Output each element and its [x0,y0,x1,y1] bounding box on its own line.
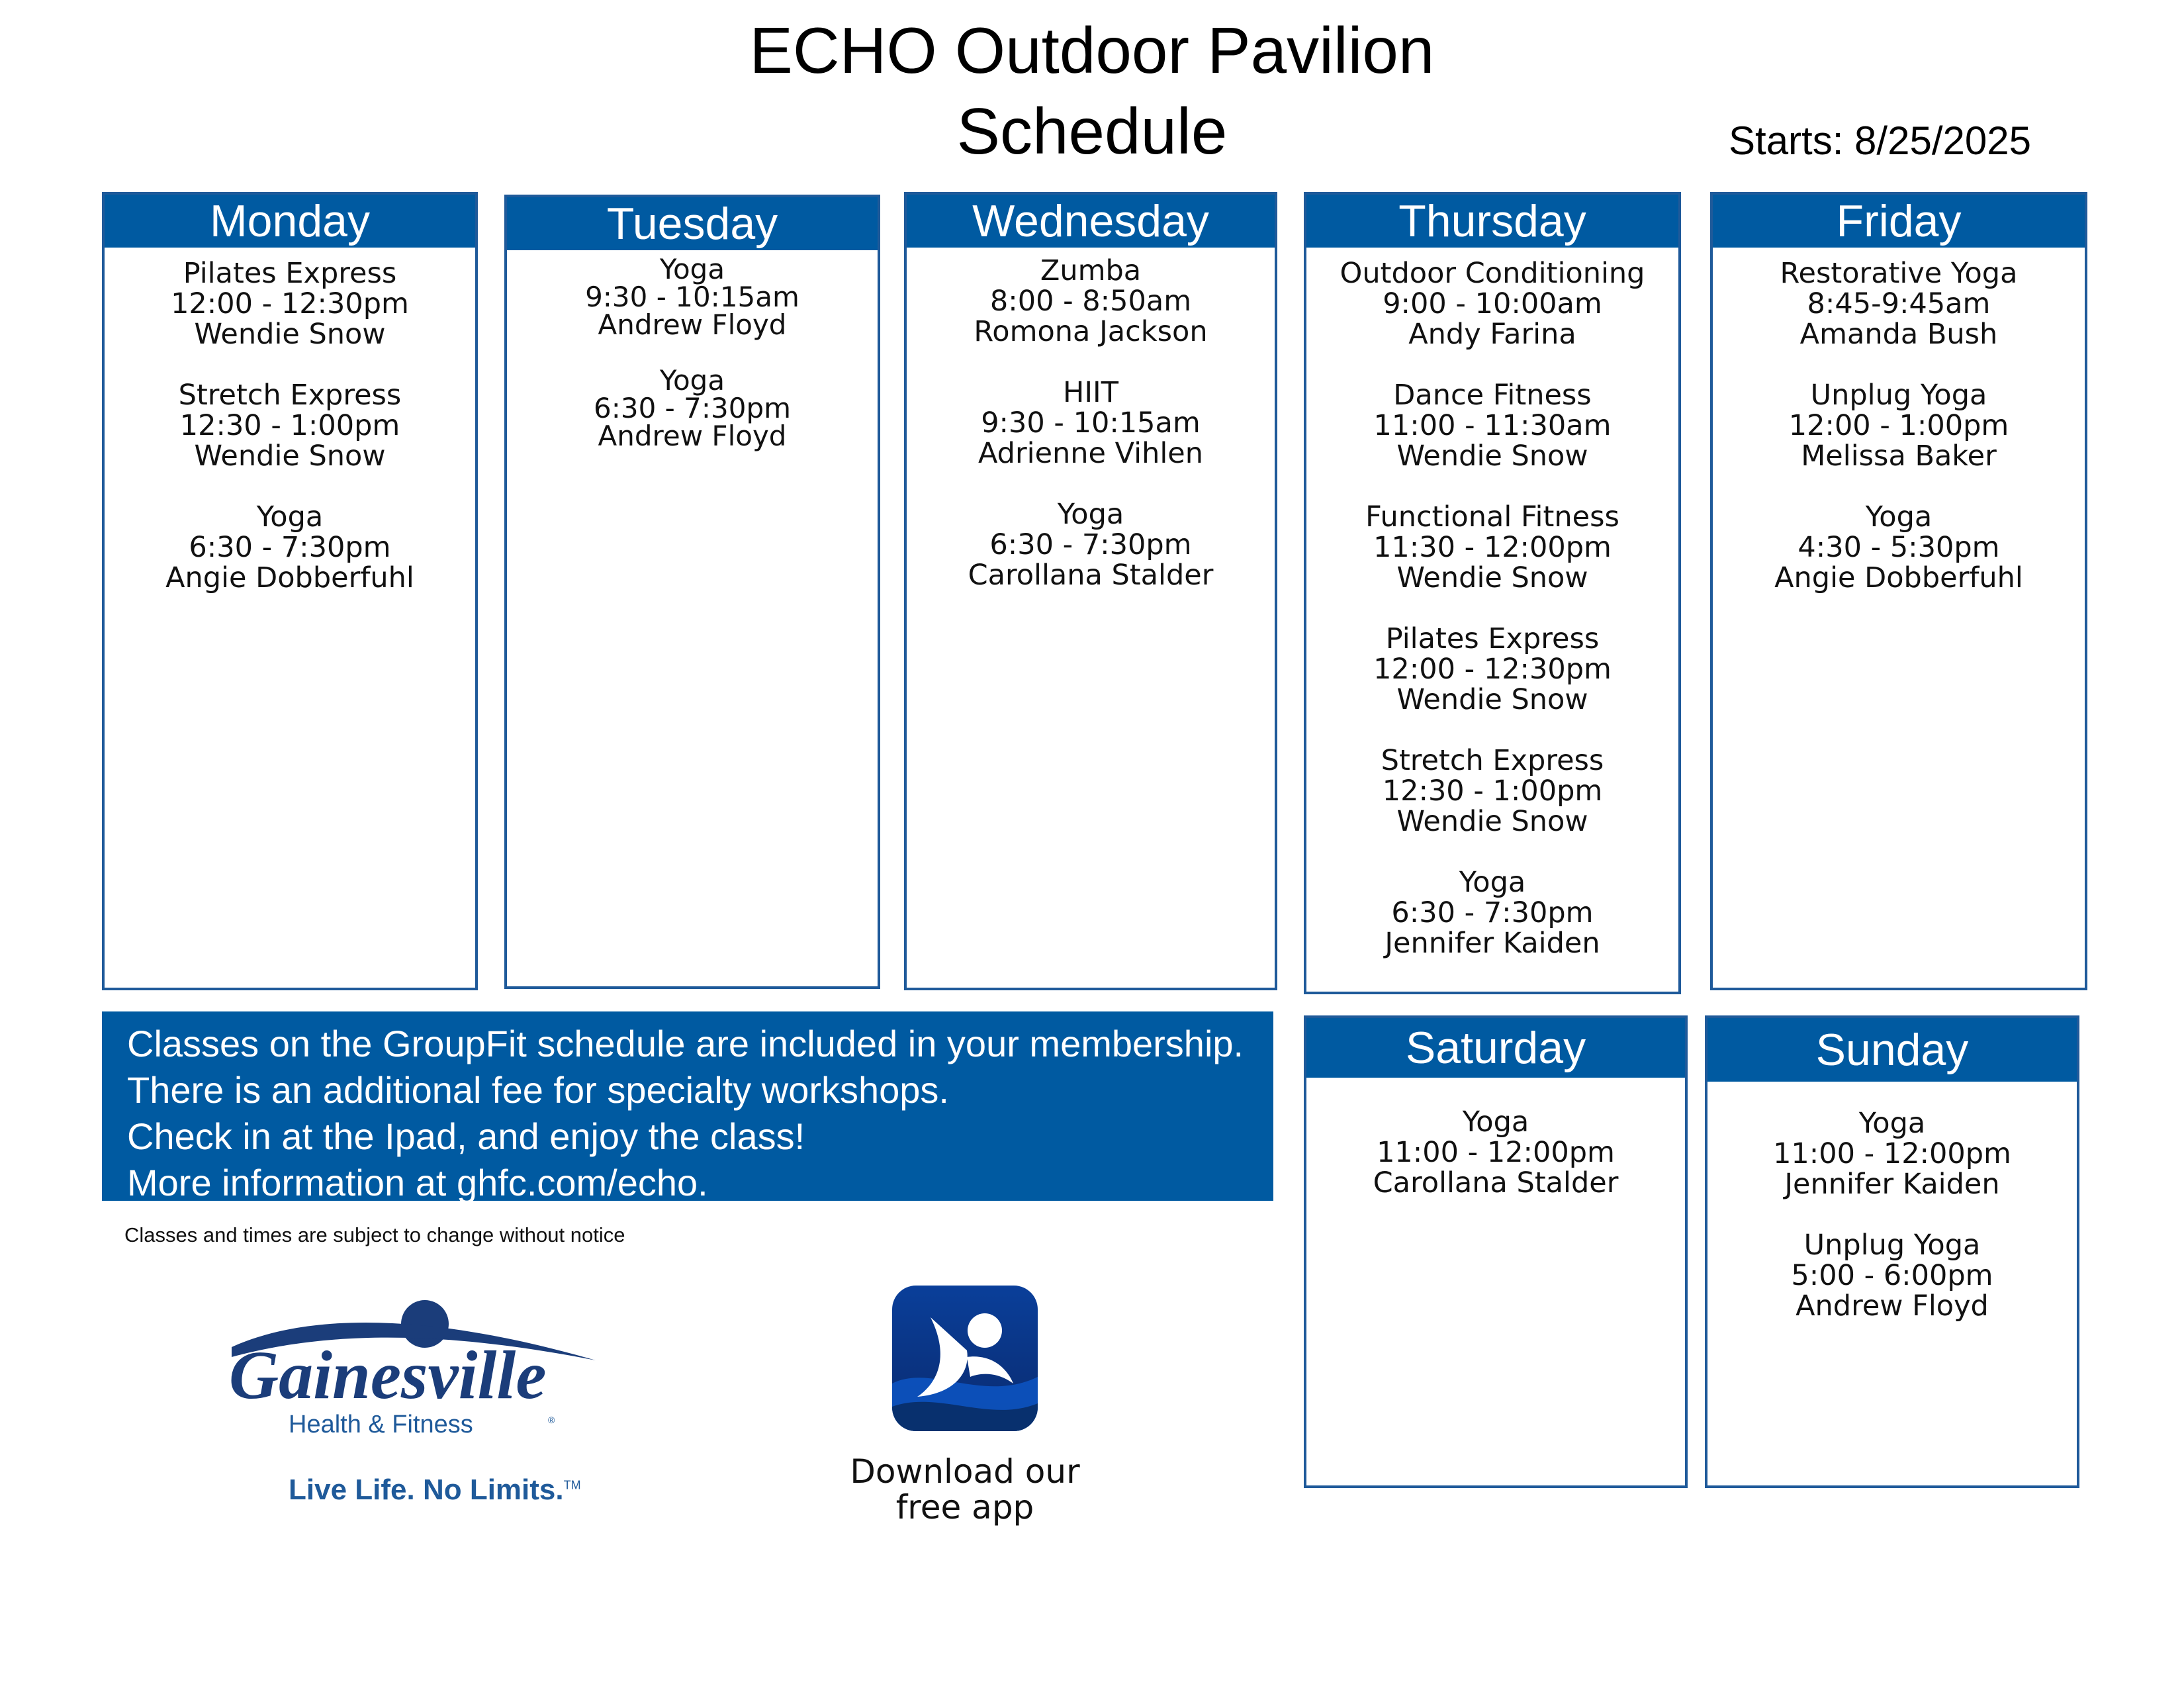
class-list [1306,248,1678,959]
class-instructor: Melissa Baker [1801,440,1997,473]
class-name: Unplug Yoga [1803,1229,1981,1262]
class-instructor: Carollana Stalder [968,559,1214,592]
class-time: 12:00 - 12:30pm [171,287,409,320]
class-instructor: Wendie Snow [1396,683,1588,716]
class-name: Pilates Express [183,257,397,290]
class-instructor: Carollana Stalder [1373,1166,1619,1199]
info-line: There is an additional fee for specialty workshops. [127,1069,949,1111]
class-instructor: Jennifer Kaiden [1784,1168,2000,1201]
info-line: Check in at the Ipad, and enjoy the class! [127,1115,805,1157]
info-line: Classes on the GroupFit schedule are included in your membership. [127,1023,1244,1064]
day-header: Friday [1713,195,2085,248]
class-entry [1306,380,1678,471]
class-instructor: Jennifer Kaiden [1385,927,1600,960]
class-entry [1306,502,1678,593]
class-name: Pilates Express [1385,622,1600,655]
class-instructor: Amanda Bush [1799,318,1998,351]
day-card-saturday [1304,1015,1688,1488]
class-entry [1306,258,1678,350]
class-name: Functional Fitness [1365,500,1619,534]
day-card-friday [1710,192,2087,990]
day-card-monday [102,192,478,990]
class-entry [1306,624,1678,715]
class-entry [105,380,475,471]
logo-wordmark: Gainesville [229,1337,547,1413]
class-instructor: Wendie Snow [1396,805,1588,838]
class-list [907,248,1275,590]
class-name: Restorative Yoga [1780,257,2018,290]
class-name: Dance Fitness [1393,379,1592,412]
class-name: Stretch Express [178,379,402,412]
class-instructor: Angie Dobberfuhl [165,561,414,594]
class-time: 5:00 - 6:00pm [1791,1259,1993,1292]
trademark-mark: TM [563,1478,581,1492]
class-name: Yoga [1865,500,1933,534]
registered-mark: ® [548,1415,555,1425]
class-time: 11:00 - 12:00pm [1377,1136,1615,1169]
class-instructor: Romona Jackson [974,315,1208,348]
class-entry [1306,867,1678,959]
app-icon[interactable] [891,1284,1039,1432]
class-name: Yoga [1858,1107,1926,1140]
class-instructor: Andrew Floyd [598,308,787,341]
class-entry [907,377,1275,469]
logo-subtitle: Health & Fitness [289,1411,473,1438]
class-name: Unplug Yoga [1810,379,1987,412]
app-caption-line: free app [895,1488,1034,1526]
class-instructor: Wendie Snow [1396,440,1588,473]
class-time: 12:30 - 1:00pm [179,409,400,442]
class-entry [1713,502,2085,593]
day-card-thursday [1304,192,1681,994]
day-header: Monday [105,195,475,248]
day-card-wednesday [904,192,1277,990]
class-time: 8:45-9:45am [1807,287,1991,320]
class-name: Yoga [659,253,725,285]
class-instructor: Angie Dobberfuhl [1774,561,2023,594]
class-entry [105,502,475,593]
class-name: Yoga [1057,498,1124,531]
class-time: 11:00 - 11:30am [1373,409,1612,442]
app-caption-line: Download our [850,1452,1080,1491]
info-line: More information at ghfc.com/echo. [127,1162,708,1203]
class-time: 4:30 - 5:30pm [1797,531,2000,564]
membership-info-box [102,1011,1273,1201]
class-time: 6:30 - 7:30pm [189,531,391,564]
day-card-sunday [1705,1015,2079,1488]
class-instructor: Wendie Snow [1396,561,1588,594]
class-name: Outdoor Conditioning [1340,257,1645,290]
class-name: Yoga [1462,1105,1529,1139]
class-entry [507,364,878,452]
class-name: Yoga [1459,866,1526,899]
class-entry [1306,1107,1685,1198]
class-time: 8:00 - 8:50am [989,285,1192,318]
day-card-tuesday [504,195,880,989]
class-entry [507,253,878,341]
class-entry [907,499,1275,590]
class-entry [105,258,475,350]
class-instructor: Wendie Snow [194,440,386,473]
class-list [1707,1082,2077,1321]
class-entry [1306,745,1678,837]
class-time: 11:00 - 12:00pm [1773,1137,2011,1170]
class-name: Yoga [256,500,324,534]
day-header: Wednesday [907,195,1275,248]
class-list [507,250,878,450]
tagline-text: Live Life. No Limits. [289,1474,564,1506]
class-time: 6:30 - 7:30pm [1391,896,1594,929]
disclaimer-text: Classes and times are subject to change without notice [124,1223,625,1246]
class-time: 12:00 - 12:30pm [1373,653,1612,686]
class-name: Stretch Express [1381,744,1604,777]
day-header: Tuesday [507,197,878,250]
class-entry [1713,380,2085,471]
start-date: Starts: 8/25/2025 [1729,118,2031,163]
gainesville-logo [225,1297,609,1450]
class-time: 11:30 - 12:00pm [1373,531,1612,564]
day-header: Saturday [1306,1018,1685,1078]
day-header: Sunday [1707,1018,2077,1082]
class-entry [1707,1108,2077,1199]
class-time: 6:30 - 7:30pm [593,392,792,424]
class-name: Yoga [659,364,725,397]
class-time: 12:00 - 1:00pm [1788,409,2009,442]
class-entry [1707,1230,2077,1321]
day-header: Thursday [1306,195,1678,248]
class-list [1713,248,2085,593]
class-list [105,248,475,593]
class-name: HIIT [1063,376,1118,409]
class-instructor: Andy Farina [1408,318,1576,351]
class-instructor: Andrew Floyd [598,420,787,452]
class-instructor: Wendie Snow [194,318,386,351]
class-time: 12:30 - 1:00pm [1382,774,1603,808]
class-entry [907,256,1275,347]
class-entry [1713,258,2085,350]
class-time: 9:30 - 10:15am [585,281,799,313]
tagline [289,1474,581,1507]
download-app-caption [814,1454,1116,1525]
class-list [1306,1078,1685,1198]
class-name: Zumba [1040,254,1142,287]
class-instructor: Andrew Floyd [1796,1289,1989,1323]
class-instructor: Adrienne Vihlen [978,437,1203,470]
class-time: 9:30 - 10:15am [981,406,1201,440]
page-title: ECHO Outdoor Pavilion [749,14,1435,87]
class-time: 9:00 - 10:00am [1383,287,1602,320]
class-time: 6:30 - 7:30pm [989,528,1192,561]
page-subtitle: Schedule [956,95,1228,167]
